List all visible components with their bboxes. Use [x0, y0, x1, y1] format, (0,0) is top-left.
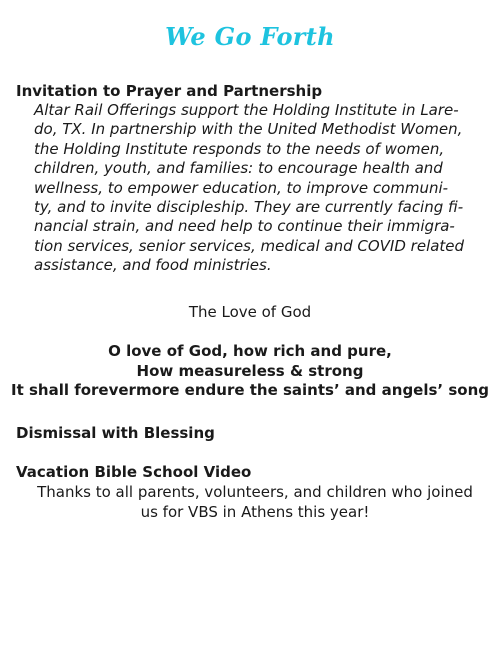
vbs-body	[20, 482, 490, 522]
hymn-line: How measureless & strong	[136, 361, 364, 380]
invitation-line: nancial strain, and need help to continue their immigra-	[34, 217, 455, 236]
invitation-line: children, youth, and families: to encourage health and	[34, 159, 443, 178]
invitation-line: the Holding Institute responds to the needs of women,	[34, 139, 445, 158]
vbs-section	[16, 463, 486, 522]
page-title: We Go Forth	[165, 22, 335, 51]
vbs-heading: Vacation Bible School Video	[16, 463, 252, 481]
invitation-line: Altar Rail Offerings support the Holding Institute in Lare-	[34, 101, 459, 119]
vbs-line: Thanks to all parents, volunteers, and children who joined	[37, 483, 473, 501]
hymn-title: The Love of God	[188, 303, 312, 321]
invitation-heading: Invitation to Prayer and Partnership	[16, 82, 323, 100]
invitation-line: ty, and to invite discipleship. They are currently facing fi-	[34, 198, 464, 217]
hymn-line: O love of God, how rich and pure,	[108, 342, 392, 360]
dismissal-section	[16, 424, 486, 443]
dismissal-heading: Dismissal with Blessing	[16, 424, 215, 442]
invitation-section	[16, 82, 486, 276]
invitation-line: tion services, senior services, medical and COVID related	[34, 236, 465, 255]
vbs-line: us for VBS in Athens this year!	[140, 503, 370, 521]
invitation-line: wellness, to empower education, to improve communi-	[34, 178, 449, 197]
hymn-line: It shall forevermore endure the saints’ and angels’ song	[11, 381, 489, 399]
hymn-verse	[0, 342, 500, 401]
invitation-line: assistance, and food ministries.	[34, 256, 272, 275]
invitation-line: do, TX. In partnership with the United Methodist Women,	[34, 120, 463, 139]
invitation-body	[34, 101, 486, 276]
